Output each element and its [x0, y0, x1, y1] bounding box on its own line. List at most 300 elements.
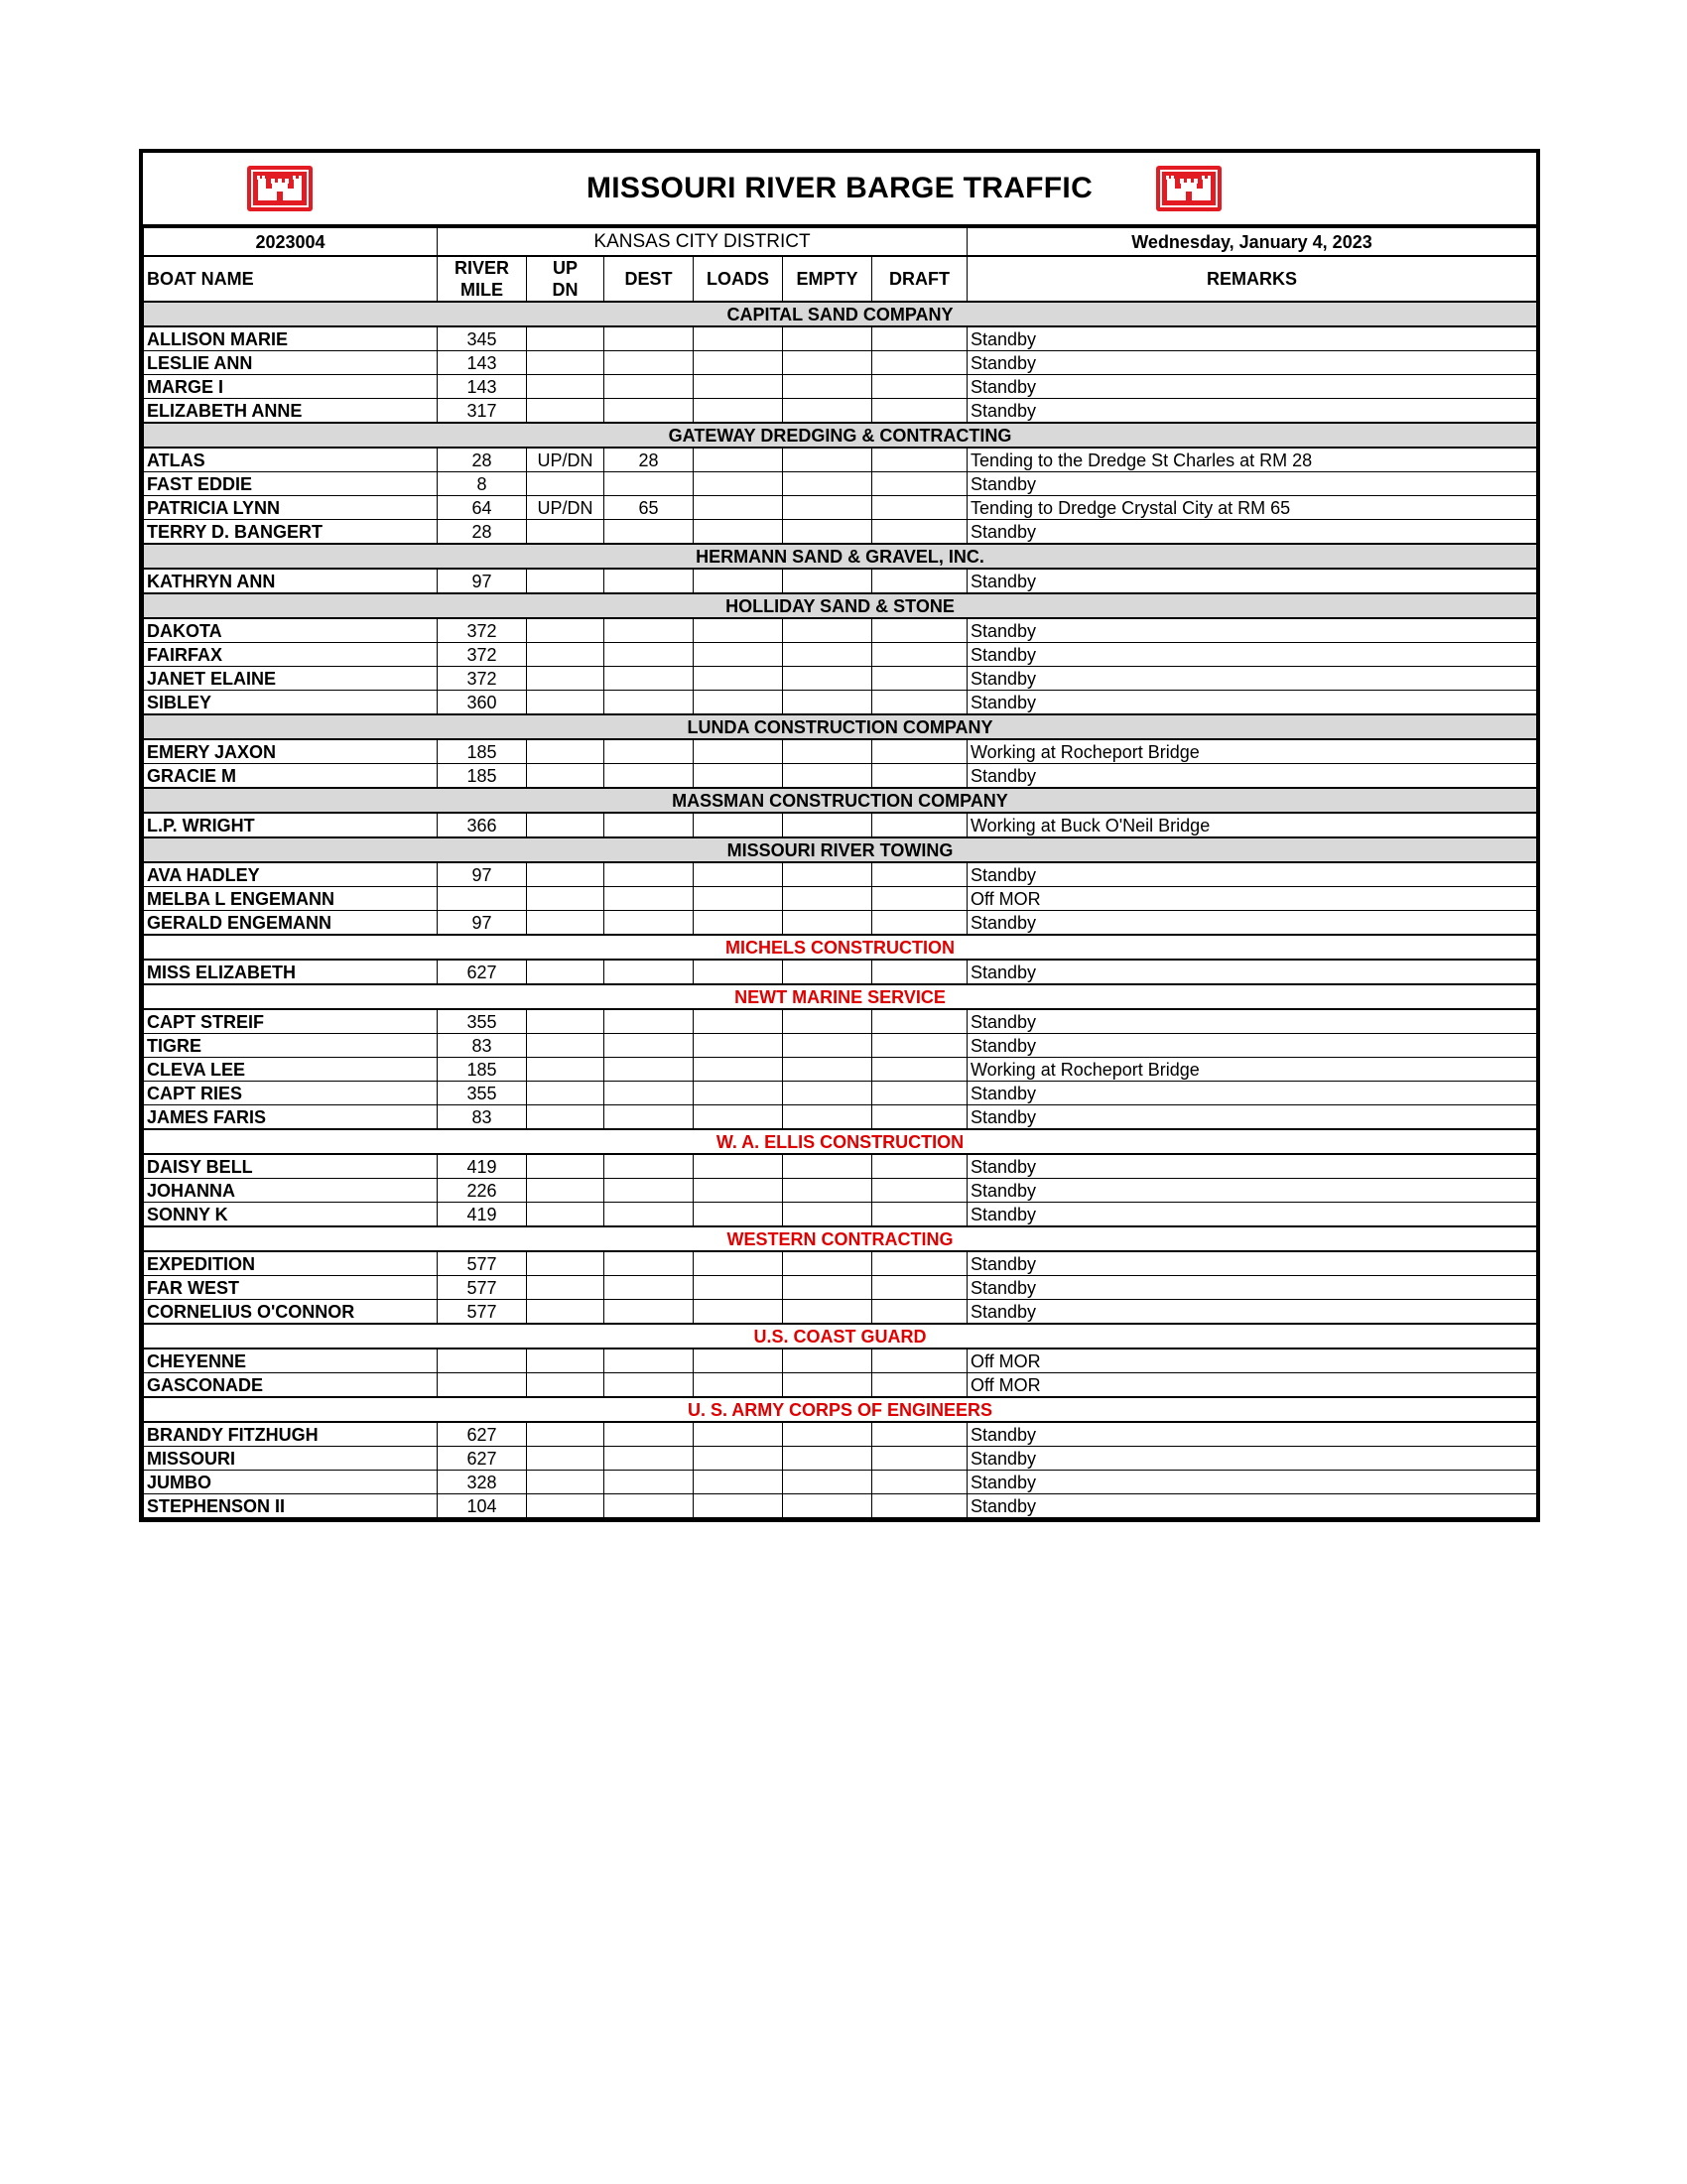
empty-cell	[783, 1034, 872, 1058]
boat-row	[144, 739, 1537, 764]
river-mile-cell: 345	[438, 326, 527, 351]
empty-cell	[783, 1058, 872, 1082]
remarks-cell: Standby	[968, 1447, 1537, 1471]
river-mile-cell: 185	[438, 1058, 527, 1082]
draft-cell	[872, 1447, 968, 1471]
boat-row	[144, 326, 1537, 351]
empty-cell	[783, 667, 872, 691]
company-header-row	[144, 593, 1537, 618]
up-dn-cell	[527, 1447, 604, 1471]
up-dn-cell	[527, 1251, 604, 1276]
boat-row	[144, 1422, 1537, 1447]
empty-cell	[783, 351, 872, 375]
remarks-cell: Standby	[968, 351, 1537, 375]
draft-cell	[872, 667, 968, 691]
dest-cell	[604, 1373, 694, 1398]
col-loads: LOADS	[694, 256, 783, 302]
boat-name-cell: MISSOURI	[144, 1447, 438, 1471]
company-header-row	[144, 423, 1537, 448]
boat-name-cell: JOHANNA	[144, 1179, 438, 1203]
river-mile-cell: 185	[438, 764, 527, 789]
dest-cell	[604, 1179, 694, 1203]
dest-cell	[604, 1300, 694, 1325]
boat-name-cell: JAMES FARIS	[144, 1105, 438, 1130]
company-header-row	[144, 788, 1537, 813]
river-mile-cell: 97	[438, 862, 527, 887]
company-name: U. S. ARMY CORPS OF ENGINEERS	[144, 1397, 1537, 1422]
info-row	[144, 228, 1537, 257]
boat-name-cell: GASCONADE	[144, 1373, 438, 1398]
empty-cell	[783, 1203, 872, 1227]
remarks-cell: Standby	[968, 1082, 1537, 1105]
empty-cell	[783, 1251, 872, 1276]
river-mile-cell: 64	[438, 496, 527, 520]
remarks-cell: Standby	[968, 399, 1537, 424]
river-mile-cell: 97	[438, 569, 527, 593]
remarks-cell: Standby	[968, 1471, 1537, 1494]
boat-name-cell: L.P. WRIGHT	[144, 813, 438, 837]
col-remarks: REMARKS	[968, 256, 1537, 302]
boat-name-cell: DAISY BELL	[144, 1154, 438, 1179]
remarks-cell: Standby	[968, 862, 1537, 887]
up-dn-cell	[527, 1471, 604, 1494]
river-mile-cell: 83	[438, 1034, 527, 1058]
loads-cell	[694, 1300, 783, 1325]
boat-name-cell: ELIZABETH ANNE	[144, 399, 438, 424]
dest-cell	[604, 351, 694, 375]
up-dn-cell	[527, 1422, 604, 1447]
up-dn-cell	[527, 375, 604, 399]
col-up-dn	[527, 256, 604, 302]
empty-cell	[783, 1422, 872, 1447]
up-dn-cell	[527, 1203, 604, 1227]
boat-row	[144, 643, 1537, 667]
draft-cell	[872, 643, 968, 667]
river-mile-cell: 355	[438, 1009, 527, 1034]
draft-cell	[872, 351, 968, 375]
boat-row	[144, 618, 1537, 643]
draft-cell	[872, 1105, 968, 1130]
loads-cell	[694, 1494, 783, 1518]
dest-cell	[604, 1422, 694, 1447]
remarks-cell: Standby	[968, 667, 1537, 691]
loads-cell	[694, 764, 783, 789]
loads-cell	[694, 375, 783, 399]
boat-name-cell: JUMBO	[144, 1471, 438, 1494]
river-mile-cell: 627	[438, 1422, 527, 1447]
remarks-cell: Standby	[968, 960, 1537, 984]
remarks-cell: Standby	[968, 1154, 1537, 1179]
river-mile-cell: 97	[438, 911, 527, 936]
remarks-cell: Standby	[968, 764, 1537, 789]
river-mile-cell: 419	[438, 1203, 527, 1227]
loads-cell	[694, 1251, 783, 1276]
loads-cell	[694, 399, 783, 424]
company-header-row	[144, 302, 1537, 326]
col-draft: DRAFT	[872, 256, 968, 302]
remarks-cell: Standby	[968, 643, 1537, 667]
dest-cell	[604, 1058, 694, 1082]
loads-cell	[694, 326, 783, 351]
dest-cell	[604, 472, 694, 496]
empty-cell	[783, 569, 872, 593]
boat-row	[144, 1179, 1537, 1203]
river-mile-cell: 143	[438, 375, 527, 399]
river-mile-cell: 366	[438, 813, 527, 837]
empty-cell	[783, 1009, 872, 1034]
empty-cell	[783, 399, 872, 424]
loads-cell	[694, 1105, 783, 1130]
boat-row	[144, 813, 1537, 837]
up-dn-cell	[527, 643, 604, 667]
col-dest: DEST	[604, 256, 694, 302]
remarks-cell: Working at Rocheport Bridge	[968, 739, 1537, 764]
up-dn-cell	[527, 887, 604, 911]
dest-cell	[604, 1203, 694, 1227]
remarks-cell: Standby	[968, 1422, 1537, 1447]
boat-row	[144, 862, 1537, 887]
draft-cell	[872, 862, 968, 887]
company-name: CAPITAL SAND COMPANY	[144, 302, 1537, 326]
empty-cell	[783, 496, 872, 520]
col-empty: EMPTY	[783, 256, 872, 302]
boat-name-cell: TERRY D. BANGERT	[144, 520, 438, 545]
company-header-row	[144, 714, 1537, 739]
loads-cell	[694, 1082, 783, 1105]
empty-cell	[783, 643, 872, 667]
draft-cell	[872, 911, 968, 936]
loads-cell	[694, 887, 783, 911]
loads-cell	[694, 1058, 783, 1082]
boat-name-cell: CORNELIUS O'CONNOR	[144, 1300, 438, 1325]
empty-cell	[783, 1154, 872, 1179]
boat-name-cell: STEPHENSON II	[144, 1494, 438, 1518]
up-dn-cell	[527, 691, 604, 715]
draft-cell	[872, 375, 968, 399]
remarks-cell: Working at Buck O'Neil Bridge	[968, 813, 1537, 837]
empty-cell	[783, 1300, 872, 1325]
dest-cell	[604, 643, 694, 667]
boat-row	[144, 1034, 1537, 1058]
draft-cell	[872, 1009, 968, 1034]
up-dn-cell	[527, 520, 604, 545]
company-header-row	[144, 935, 1537, 960]
river-mile-cell: 360	[438, 691, 527, 715]
boat-row	[144, 1494, 1537, 1518]
boat-row	[144, 1276, 1537, 1300]
empty-cell	[783, 862, 872, 887]
boat-row	[144, 1251, 1537, 1276]
boat-row	[144, 887, 1537, 911]
dest-cell	[604, 691, 694, 715]
river-mile-cell: 185	[438, 739, 527, 764]
draft-cell	[872, 1179, 968, 1203]
company-name: MASSMAN CONSTRUCTION COMPANY	[144, 788, 1537, 813]
boat-row	[144, 1447, 1537, 1471]
boat-name-cell: EXPEDITION	[144, 1251, 438, 1276]
boat-name-cell: CLEVA LEE	[144, 1058, 438, 1082]
remarks-cell: Standby	[968, 1105, 1537, 1130]
river-mile-cell: 419	[438, 1154, 527, 1179]
company-header-row	[144, 544, 1537, 569]
river-mile-cell: 226	[438, 1179, 527, 1203]
boat-name-cell: DAKOTA	[144, 618, 438, 643]
company-name: MICHELS CONSTRUCTION	[144, 935, 1537, 960]
empty-cell	[783, 691, 872, 715]
barge-traffic-table	[143, 227, 1537, 1518]
draft-cell	[872, 326, 968, 351]
remarks-cell: Standby	[968, 1034, 1537, 1058]
up-dn-cell	[527, 911, 604, 936]
col-river-label: RIVER	[454, 258, 509, 278]
boat-row	[144, 667, 1537, 691]
boat-row	[144, 1154, 1537, 1179]
river-mile-cell: 355	[438, 1082, 527, 1105]
company-header-row	[144, 984, 1537, 1009]
draft-cell	[872, 1251, 968, 1276]
boat-row	[144, 351, 1537, 375]
river-mile-cell: 28	[438, 520, 527, 545]
up-dn-cell: UP/DN	[527, 448, 604, 472]
loads-cell	[694, 1471, 783, 1494]
boat-name-cell: MISS ELIZABETH	[144, 960, 438, 984]
loads-cell	[694, 1034, 783, 1058]
river-mile-cell: 577	[438, 1300, 527, 1325]
boat-row	[144, 1009, 1537, 1034]
boat-name-cell: SONNY K	[144, 1203, 438, 1227]
report-number: 2023004	[144, 228, 438, 257]
draft-cell	[872, 1034, 968, 1058]
boat-name-cell: GERALD ENGEMANN	[144, 911, 438, 936]
dest-cell	[604, 618, 694, 643]
draft-cell	[872, 813, 968, 837]
draft-cell	[872, 1349, 968, 1373]
up-dn-cell	[527, 667, 604, 691]
column-header-row	[144, 256, 1537, 302]
remarks-cell: Standby	[968, 911, 1537, 936]
empty-cell	[783, 887, 872, 911]
company-header-row	[144, 837, 1537, 862]
dest-cell	[604, 1349, 694, 1373]
page-title: MISSOURI RIVER BARGE TRAFFIC	[585, 172, 1094, 204]
boat-row	[144, 496, 1537, 520]
draft-cell	[872, 1058, 968, 1082]
boat-name-cell: CAPT STREIF	[144, 1009, 438, 1034]
boat-row	[144, 1300, 1537, 1325]
draft-cell	[872, 520, 968, 545]
boat-row	[144, 1203, 1537, 1227]
up-dn-cell	[527, 739, 604, 764]
company-header-row	[144, 1129, 1537, 1154]
loads-cell	[694, 1179, 783, 1203]
empty-cell	[783, 1276, 872, 1300]
draft-cell	[872, 887, 968, 911]
river-mile-cell	[438, 887, 527, 911]
river-mile-cell: 83	[438, 1105, 527, 1130]
boat-row	[144, 1373, 1537, 1398]
boat-name-cell: KATHRYN ANN	[144, 569, 438, 593]
up-dn-cell: UP/DN	[527, 496, 604, 520]
boat-row	[144, 1082, 1537, 1105]
draft-cell	[872, 1373, 968, 1398]
boat-name-cell: FAST EDDIE	[144, 472, 438, 496]
draft-cell	[872, 496, 968, 520]
up-dn-cell	[527, 1034, 604, 1058]
up-dn-cell	[527, 399, 604, 424]
river-mile-cell: 328	[438, 1471, 527, 1494]
empty-cell	[783, 326, 872, 351]
company-name: GATEWAY DREDGING & CONTRACTING	[144, 423, 1537, 448]
remarks-cell: Tending to Dredge Crystal City at RM 65	[968, 496, 1537, 520]
boat-name-cell: CAPT RIES	[144, 1082, 438, 1105]
dest-cell	[604, 1105, 694, 1130]
up-dn-cell	[527, 618, 604, 643]
dest-cell	[604, 1154, 694, 1179]
boat-name-cell: MELBA L ENGEMANN	[144, 887, 438, 911]
dest-cell	[604, 1447, 694, 1471]
dest-cell	[604, 326, 694, 351]
boat-name-cell: FAR WEST	[144, 1276, 438, 1300]
up-dn-cell	[527, 1276, 604, 1300]
company-name: U.S. COAST GUARD	[144, 1324, 1537, 1349]
district-name: KANSAS CITY DISTRICT	[438, 228, 968, 257]
river-mile-cell: 627	[438, 960, 527, 984]
draft-cell	[872, 739, 968, 764]
boat-row	[144, 691, 1537, 715]
river-mile-cell	[438, 1349, 527, 1373]
dest-cell	[604, 739, 694, 764]
remarks-cell: Off MOR	[968, 1373, 1537, 1398]
river-mile-cell: 577	[438, 1251, 527, 1276]
company-header-row	[144, 1324, 1537, 1349]
loads-cell	[694, 813, 783, 837]
remarks-cell: Standby	[968, 691, 1537, 715]
remarks-cell: Standby	[968, 618, 1537, 643]
empty-cell	[783, 1105, 872, 1130]
dest-cell	[604, 1276, 694, 1300]
dest-cell	[604, 399, 694, 424]
draft-cell	[872, 691, 968, 715]
empty-cell	[783, 520, 872, 545]
river-mile-cell	[438, 1373, 527, 1398]
boat-row	[144, 911, 1537, 936]
remarks-cell: Standby	[968, 1009, 1537, 1034]
up-dn-cell	[527, 326, 604, 351]
boat-name-cell: LESLIE ANN	[144, 351, 438, 375]
boat-name-cell: CHEYENNE	[144, 1349, 438, 1373]
dest-cell: 65	[604, 496, 694, 520]
draft-cell	[872, 618, 968, 643]
loads-cell	[694, 351, 783, 375]
boat-row	[144, 375, 1537, 399]
loads-cell	[694, 569, 783, 593]
draft-cell	[872, 472, 968, 496]
loads-cell	[694, 960, 783, 984]
boat-row	[144, 399, 1537, 424]
draft-cell	[872, 1203, 968, 1227]
company-name: HOLLIDAY SAND & STONE	[144, 593, 1537, 618]
river-mile-cell: 104	[438, 1494, 527, 1518]
empty-cell	[783, 1471, 872, 1494]
boat-row	[144, 764, 1537, 789]
barge-traffic-sheet	[139, 149, 1540, 1522]
boat-row	[144, 1349, 1537, 1373]
company-name: W. A. ELLIS CONSTRUCTION	[144, 1129, 1537, 1154]
remarks-cell: Standby	[968, 326, 1537, 351]
up-dn-cell	[527, 1494, 604, 1518]
dest-cell	[604, 862, 694, 887]
empty-cell	[783, 960, 872, 984]
title-row	[143, 153, 1536, 227]
loads-cell	[694, 472, 783, 496]
up-dn-cell	[527, 1105, 604, 1130]
up-dn-cell	[527, 1154, 604, 1179]
dest-cell	[604, 1494, 694, 1518]
up-dn-cell	[527, 1082, 604, 1105]
boat-name-cell: MARGE I	[144, 375, 438, 399]
remarks-cell: Standby	[968, 375, 1537, 399]
loads-cell	[694, 1009, 783, 1034]
dest-cell	[604, 667, 694, 691]
col-boat-name: BOAT NAME	[144, 256, 438, 302]
company-header-row	[144, 1226, 1537, 1251]
loads-cell	[694, 1203, 783, 1227]
river-mile-cell: 317	[438, 399, 527, 424]
draft-cell	[872, 1300, 968, 1325]
loads-cell	[694, 667, 783, 691]
draft-cell	[872, 1422, 968, 1447]
draft-cell	[872, 764, 968, 789]
draft-cell	[872, 1082, 968, 1105]
draft-cell	[872, 960, 968, 984]
draft-cell	[872, 1494, 968, 1518]
company-name: NEWT MARINE SERVICE	[144, 984, 1537, 1009]
up-dn-cell	[527, 569, 604, 593]
boat-name-cell: JANET ELAINE	[144, 667, 438, 691]
empty-cell	[783, 813, 872, 837]
boat-row	[144, 1058, 1537, 1082]
up-dn-cell	[527, 1349, 604, 1373]
company-header-row	[144, 1397, 1537, 1422]
dest-cell	[604, 1009, 694, 1034]
boat-name-cell: GRACIE M	[144, 764, 438, 789]
empty-cell	[783, 911, 872, 936]
boat-name-cell: PATRICIA LYNN	[144, 496, 438, 520]
remarks-cell: Standby	[968, 1179, 1537, 1203]
col-mile-label: MILE	[460, 280, 503, 300]
river-mile-cell: 372	[438, 667, 527, 691]
report-date: Wednesday, January 4, 2023	[968, 228, 1537, 257]
draft-cell	[872, 399, 968, 424]
river-mile-cell: 143	[438, 351, 527, 375]
river-mile-cell: 28	[438, 448, 527, 472]
boat-name-cell: ALLISON MARIE	[144, 326, 438, 351]
loads-cell	[694, 691, 783, 715]
loads-cell	[694, 520, 783, 545]
empty-cell	[783, 1494, 872, 1518]
boat-row	[144, 520, 1537, 545]
remarks-cell: Standby	[968, 1494, 1537, 1518]
dest-cell	[604, 960, 694, 984]
remarks-cell: Off MOR	[968, 887, 1537, 911]
dest-cell	[604, 1471, 694, 1494]
empty-cell	[783, 1373, 872, 1398]
remarks-cell: Off MOR	[968, 1349, 1537, 1373]
draft-cell	[872, 1471, 968, 1494]
empty-cell	[783, 375, 872, 399]
dest-cell	[604, 569, 694, 593]
boat-name-cell: TIGRE	[144, 1034, 438, 1058]
